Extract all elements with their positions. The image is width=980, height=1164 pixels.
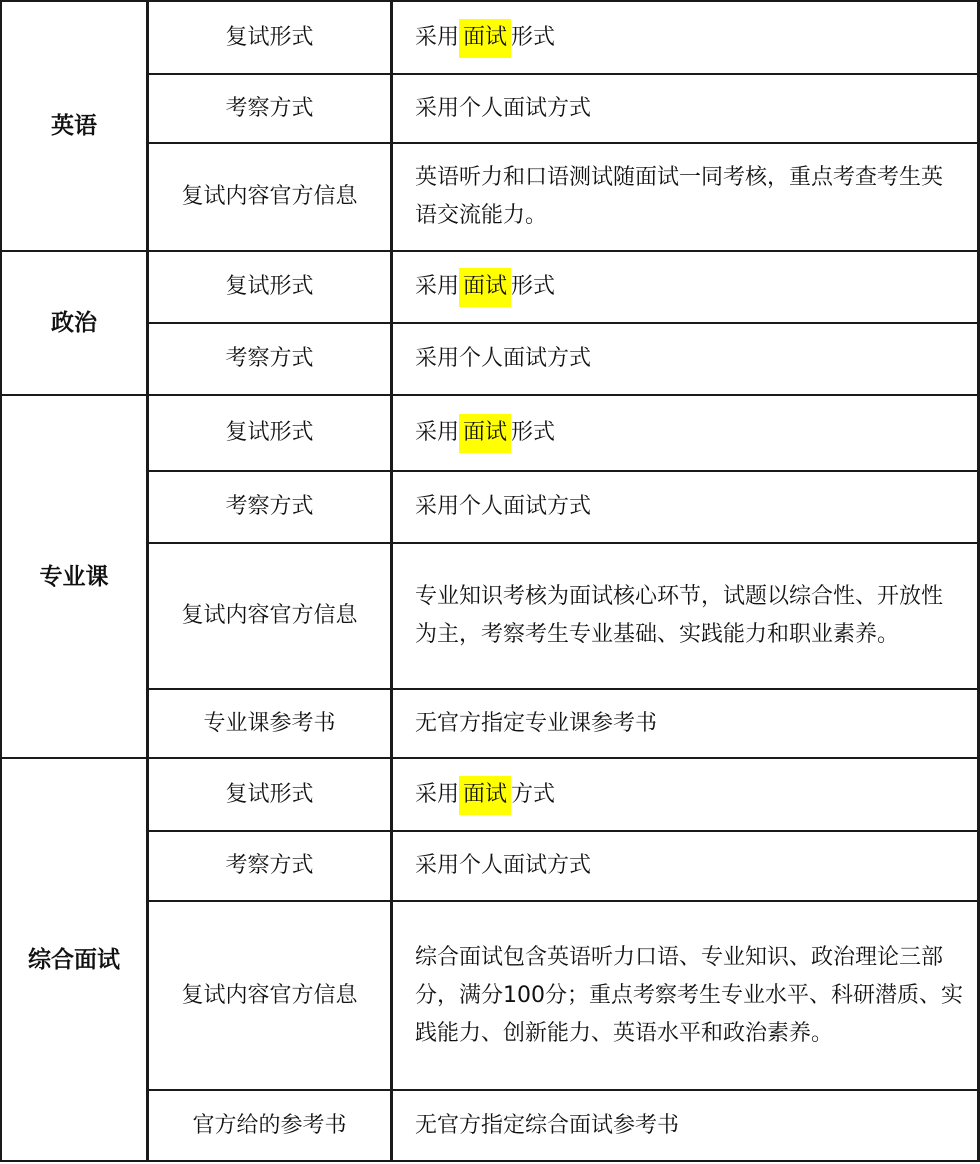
content-text: 采用个人面试方式 (415, 95, 592, 121)
content-cell (393, 832, 977, 900)
highlighted-term: 面试 (459, 19, 511, 58)
item-cell (149, 396, 390, 470)
item-cell (149, 759, 390, 830)
content-cell (393, 690, 977, 757)
content-cell (393, 1091, 977, 1160)
content-text: 采用个人面试方式 (415, 853, 592, 878)
content-text (415, 414, 555, 452)
item-label: 考察方式 (225, 494, 314, 519)
item-cell (149, 1091, 390, 1160)
item-label: 复试内容官方信息 (181, 982, 358, 1008)
content-cell (393, 75, 977, 142)
content-text: 无官方指定综合面试参考书 (415, 1112, 680, 1138)
item-cell (149, 544, 390, 688)
content-cell (393, 472, 977, 542)
content-text (415, 776, 555, 814)
item-label: 专业课参考书 (203, 710, 336, 736)
content-cell (393, 759, 977, 830)
category-cell-politics (2, 252, 146, 394)
content-cell (393, 252, 977, 322)
item-label: 复试形式 (225, 274, 314, 299)
category-label: 专业课 (39, 563, 109, 590)
item-cell (149, 2, 390, 73)
content-text: 专业知识考核为面试核心环节，试题以综合性、开放性为主，考察考生专业基础、实践能力和职业素养。 (415, 584, 944, 647)
content-suffix: 形式 (511, 24, 556, 50)
content-cell (393, 144, 977, 250)
content-text: 无官方指定专业课参考书 (415, 710, 658, 736)
content-prefix: 采用 (415, 420, 460, 445)
item-label: 考察方式 (225, 853, 314, 878)
item-label: 考察方式 (225, 95, 314, 121)
content-prefix: 采用 (415, 24, 460, 50)
content-cell (393, 902, 977, 1089)
content-suffix: 形式 (511, 420, 556, 445)
item-cell (149, 832, 390, 900)
item-cell (149, 252, 390, 322)
highlighted-term: 面试 (459, 776, 511, 815)
item-cell (149, 324, 390, 394)
content-text (415, 268, 555, 306)
content-text: 采用个人面试方式 (415, 494, 592, 519)
category-label: 政治 (51, 310, 97, 336)
category-cell-comprehensive (2, 759, 146, 1160)
content-prefix: 采用 (415, 781, 460, 807)
item-cell (149, 144, 390, 250)
item-cell (149, 690, 390, 757)
highlighted-term: 面试 (459, 268, 511, 307)
item-label: 复试内容官方信息 (181, 184, 358, 209)
item-label: 复试形式 (225, 781, 314, 807)
item-label: 复试内容官方信息 (181, 603, 358, 628)
content-text: 综合面试包含英语听力口语、专业知识、政治理论三部分，满分100分；重点考察考生专业水平、科研潜质、实践能力、创新能力、英语水平和政治素养。 (415, 944, 963, 1046)
content-prefix: 采用 (415, 274, 460, 299)
highlighted-term: 面试 (459, 414, 511, 453)
content-cell (393, 544, 977, 688)
content-text (415, 19, 555, 57)
content-cell (393, 324, 977, 394)
content-suffix: 方式 (511, 781, 556, 807)
category-cell-major (2, 396, 146, 757)
item-label: 考察方式 (225, 346, 314, 371)
item-cell (149, 75, 390, 142)
category-cell-english (2, 2, 146, 250)
item-label: 复试形式 (225, 24, 314, 50)
content-text: 英语听力和口语测试随面试一同考核，重点考查考生英语交流能力。 (415, 165, 944, 228)
content-text: 采用个人面试方式 (415, 346, 592, 371)
item-label: 官方给的参考书 (192, 1112, 347, 1138)
content-cell (393, 396, 977, 470)
category-label: 综合面试 (28, 946, 120, 973)
item-cell (149, 472, 390, 542)
item-label: 复试形式 (225, 420, 314, 445)
content-suffix: 形式 (511, 274, 556, 299)
content-cell (393, 2, 977, 73)
item-cell (149, 902, 390, 1089)
category-label: 英语 (51, 113, 97, 139)
